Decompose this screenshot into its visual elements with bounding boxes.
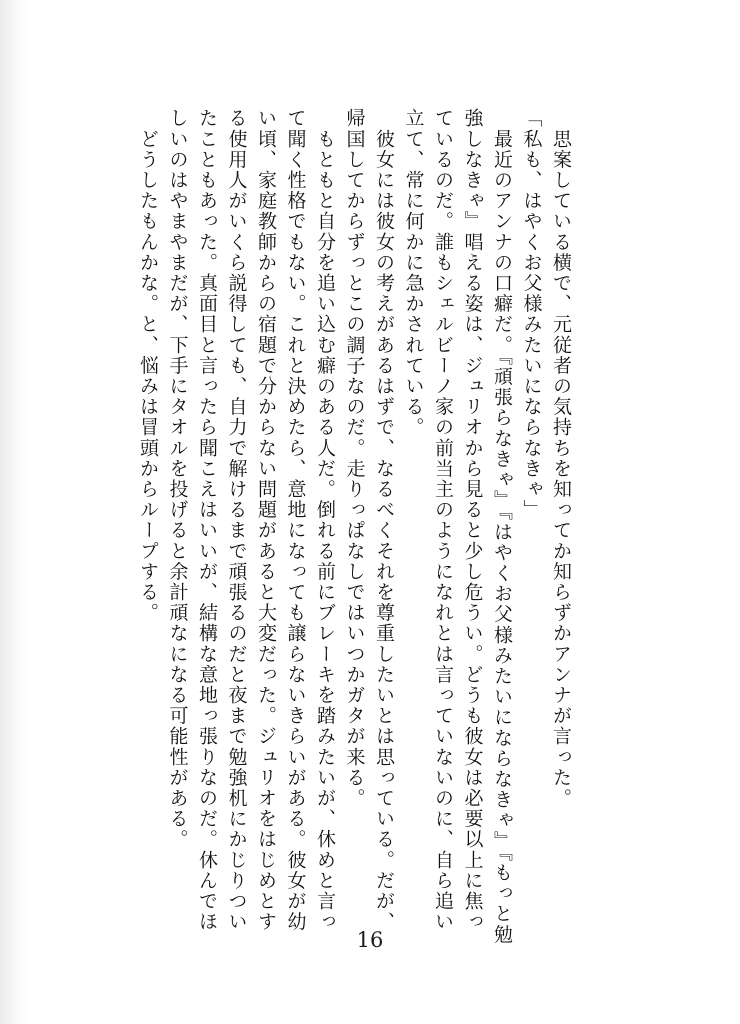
text-line: 強しなきゃ』唱える姿は、ジュリオから見ると少し危うい。どうも彼女は必要以上に焦っ	[461, 108, 484, 932]
text-line: 彼女には彼女の考えがあるはずで、なるべくそれを尊重したいとは思っている。だが、	[373, 108, 395, 932]
text-line: 帰国してからずっとこの調子なのだ。走りっぱなしではいつかガタが来る。	[343, 108, 366, 809]
text-line: しいのはやまやまだが、下手にタオルを投げると余計頑なになる可能性がある。	[166, 108, 189, 850]
text-line: 「私も、はやくお父様みたいにならなきゃ」	[520, 108, 543, 520]
text-line: たこともあった。真面目と言ったら聞こえはいいが、結構な意地っ張りなのだ。休んでほ	[196, 108, 218, 932]
page-number: 16	[356, 928, 384, 952]
text-line: 立て、常に何かに急かされている。	[402, 108, 425, 438]
text-line: 思案している横で、元従者の気持ちを知ってか知らずかアンナが言った。	[550, 108, 572, 809]
text-line: ているのだ。誰もシェルビーノ家の前当主のようになれとは言っていないのに、自ら追い	[432, 108, 454, 932]
page-edge-shadow	[0, 0, 28, 1024]
text-line: る使用人がいくら説得しても、自力で解けるまで頑張るのだと夜まで勉強机にかじりつい	[225, 108, 248, 932]
text-line: て聞く性格でもない。これと決めたら、意地になっても譲らないきらいがある。彼女が幼	[284, 108, 307, 932]
text-line: い頃、家庭教師からの宿題で分からない問題があると大変だった。ジュリオをはじめとす	[255, 108, 277, 932]
text-line: もともと自分を追い込む癖のある人だ。倒れる前にブレーキを踏みたいが、休めと言っ	[314, 108, 336, 932]
text-line: どうしたもんかな。と、悩みは冒頭からループする。	[137, 108, 159, 623]
text-line: 最近のアンナの口癖だ。『頑張らなきゃ』『はやくお父様みたいにならなきゃ』『もっと勉	[491, 108, 513, 945]
